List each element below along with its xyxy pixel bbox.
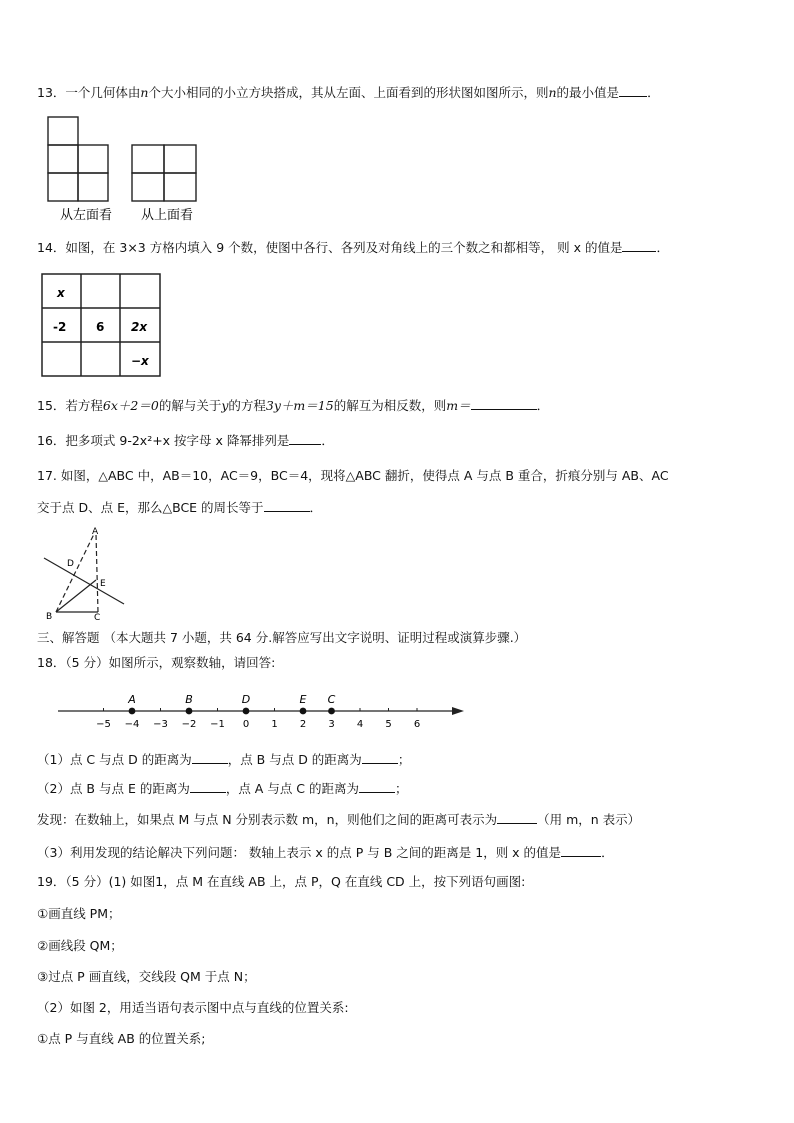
q19-step3: ③过点 P 画直线，交线段 QM 于点 N； [37,969,256,984]
q17-triangle-figure [38,524,134,624]
answer-blank[interactable] [362,750,398,764]
axis-arrow [452,707,464,715]
q19-step2: ②画线段 QM； [37,938,123,953]
q18-part1: （1）点 C 与点 D 的距离为 ，点 B 与点 D 的距离为 ； [37,752,411,767]
tick-label: −5 [96,719,111,730]
q15-text: 15．若方程6x＋2＝0的解与关于y的方程3y＋m＝15的解互为相反数，则m＝ ． [37,398,550,413]
q17-line1: 17. 如图，△ABC 中，AB＝10，AC＝9，BC＝4，现将△ABC 翻折，使得点 A 与点 B 重合，折痕分别与 AB、AC [37,468,669,483]
point-label-D: D [241,693,251,706]
tick-label: −1 [210,719,225,730]
point-D [243,708,250,715]
left-view-shape [48,117,108,201]
label-E: E [100,579,106,589]
point-label-E: E [299,693,307,706]
left-view-caption: 从左面看 [60,208,113,223]
tick-label: −4 [124,719,140,730]
answer-blank[interactable] [622,238,656,252]
cell-1-2: 2x [131,320,148,334]
point-C [328,708,335,715]
answer-blank[interactable] [497,810,537,824]
tick-label: 4 [356,719,364,730]
cell-1-0: -2 [53,320,67,334]
answer-blank[interactable] [192,750,228,764]
tick-label: −2 [181,719,197,730]
point-label-C: C [327,693,336,706]
point-label-A: A [128,693,136,706]
tick-label: −3 [153,719,168,730]
top-view-shape [132,145,196,201]
tick-label: 5 [385,719,392,730]
q13-views-figure [40,112,210,224]
point-A [129,708,136,715]
answer-blank[interactable] [471,396,537,410]
q18-number-line [50,686,470,736]
point-B [186,708,193,715]
top-view-caption: 从上面看 [141,208,194,223]
q17-line2: 交于点 D、点 E，那么△BCE 的周长等于 ． [37,500,323,515]
q19-part2-item1: ①点 P 与直线 AB 的位置关系; [37,1031,206,1046]
q18-part2: （2）点 B 与点 E 的距离为 ，点 A 与点 C 的距离为 ； [37,781,408,796]
tick-label: 0 [242,719,250,730]
answer-blank[interactable] [561,843,601,857]
tick-label: 6 [413,719,421,730]
label-D: D [67,559,74,569]
answer-blank[interactable] [619,83,647,97]
q19-part2: （2）如图 2，用适当语句表示图中点与直线的位置关系: [37,1000,349,1015]
q14-magic-square [40,272,164,380]
label-A: A [92,527,99,537]
q14-text: 14．如图，在 3×3 方格内填入 9 个数，使图中各行、各列及对角线上的三个数之和都相等， 则 x 的值是 ． [37,240,669,255]
cell-2-2: −x [131,354,149,368]
q16-text: 16．把多项式 9-2x²+x 按字母 x 降幂排列是 ． [37,433,334,448]
label-B: B [46,612,53,622]
tick-label: 2 [299,719,307,730]
answer-blank[interactable] [264,498,310,512]
q18-discovery: 发现：在数轴上，如果点 M 与点 N 分别表示数 m，n，则他们之间的距离可表示为 （用 m，n 表示） [37,812,641,827]
label-C: C [94,613,101,623]
cell-0-0: x [57,286,65,300]
q18-part3: （3）利用发现的结论解决下列问题： 数轴上表示 x 的点 P 与 B 之间的距离是 1，则 x 的值是 ． [37,845,614,860]
q18-header: 18．（5 分）如图所示，观察数轴，请回答: [37,655,276,670]
answer-blank[interactable] [289,431,321,445]
q19-header: 19．（5 分）(1) 如图1，点 M 在直线 AB 上，点 P，Q 在直线 CD 上，按下列语句画图: [37,874,526,889]
answer-blank[interactable] [190,779,226,793]
point-E [300,708,307,715]
section-title: 三、解答题 （本大题共 7 小题，共 64 分.解答应写出文字说明、证明过程或演算步骤.） [37,630,527,645]
cell-1-1: 6 [96,320,105,334]
q19-step1: ①画直线 PM； [37,906,121,921]
point-label-B: B [185,693,193,706]
tick-label: 1 [271,719,278,730]
q13-text: 13．一个几何体由n个大小相同的小立方块搭成，其从左面、上面看到的形状图如图所示，则n的最小值是 ． [37,85,660,100]
answer-blank[interactable] [359,779,395,793]
tick-label: 3 [328,719,335,730]
